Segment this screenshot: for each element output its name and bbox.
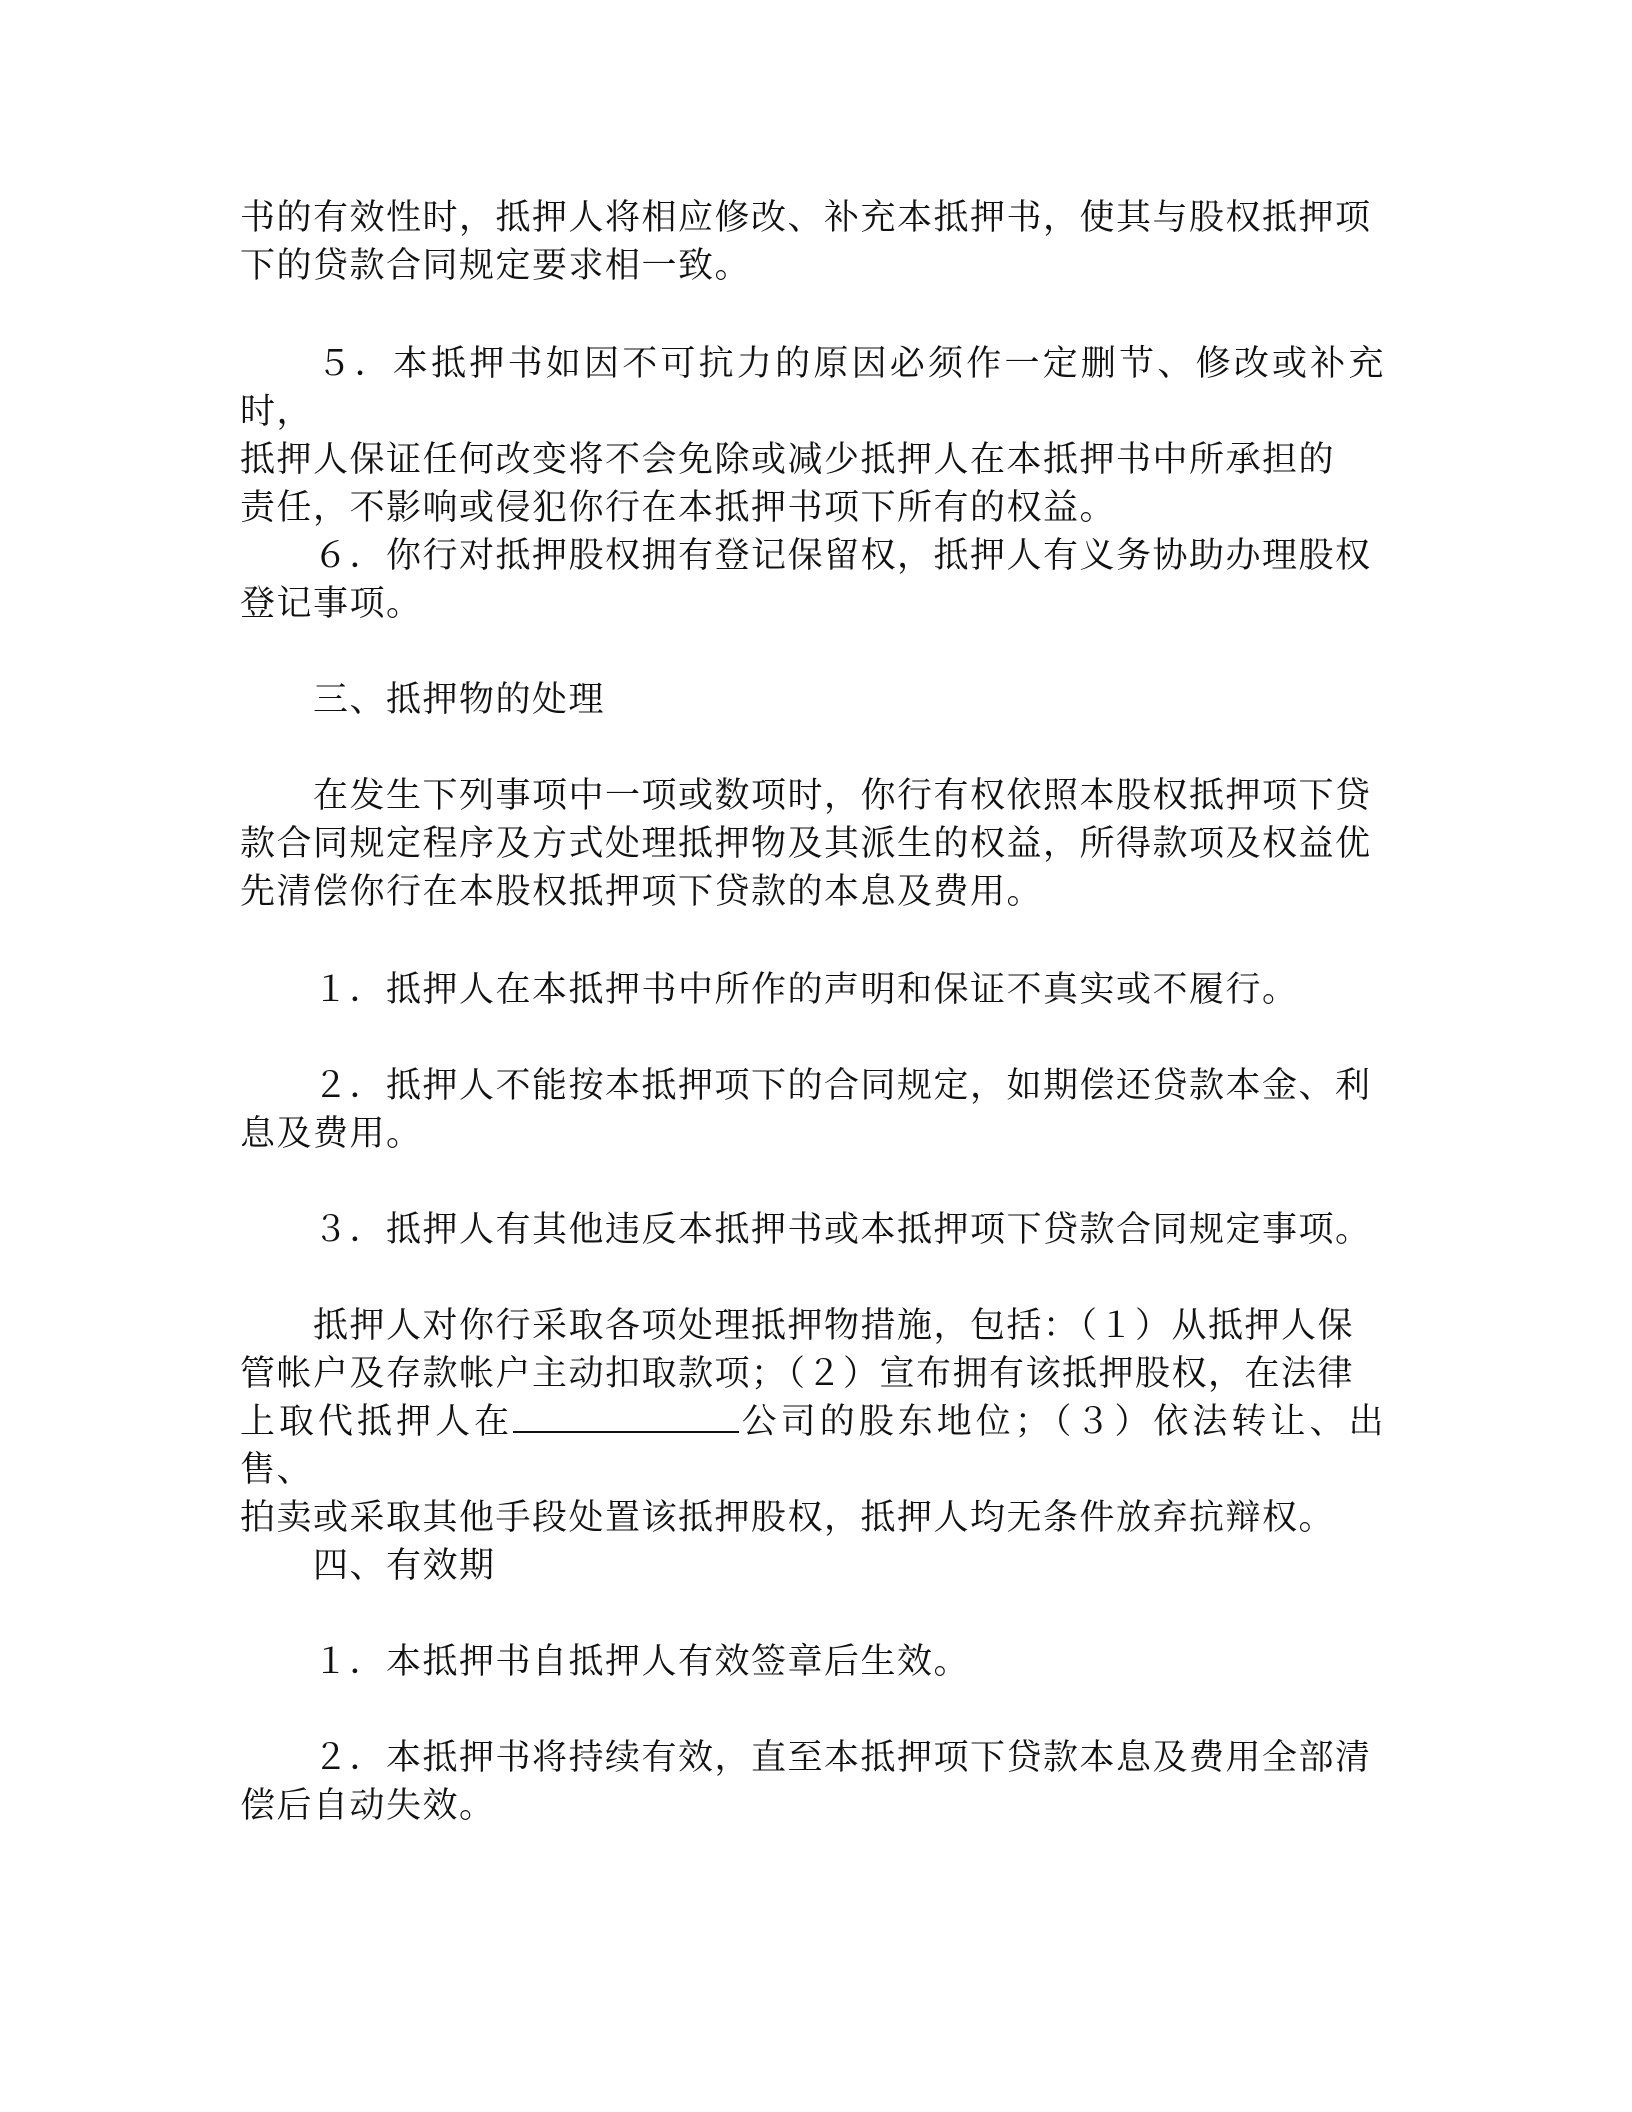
disposal-measures-text-b: 公司的股东地位；（３）依法转让、出售、 拍卖或采取其他手段处置该抵押股权，抵押人均无条件放弃抗辩权。 (240, 1402, 1385, 1538)
section-heading-4: 四、有效期 (240, 1546, 496, 1586)
paragraph-validity-continuation: 书的有效性时，抵押人将相应修改、补充本抵押书，使其与股权抵押项 下的贷款合同规定要求相一致。 (240, 198, 1372, 286)
company-name-blank (513, 1401, 739, 1433)
paragraph-event-1: １．抵押人在本抵押书中所作的声明和保证不真实或不履行。 (240, 970, 1299, 1010)
disposal-measures-text-a: 抵押人对你行采取各项处理抵押物措施，包括：（１）从抵押人保 管帐户及存款帐户主动扣取款项；（２）宣布拥有该抵押股权，在法律 上取代抵押人在 (240, 1306, 1355, 1442)
paragraph-event-3: ３．抵押人有其他违反本抵押书或本抵押项下贷款合同规定事项。 (240, 1210, 1372, 1250)
paragraph-validity-1: １．本抵押书自抵押人有效签章后生效。 (240, 1642, 971, 1682)
section-heading-3: 三、抵押物的处理 (240, 680, 606, 720)
paragraph-validity-2: ２．本抵押书将持续有效，直至本抵押项下贷款本息及费用全部清 偿后自动失效。 (240, 1738, 1372, 1826)
paragraph-disposal-measures (240, 1302, 1385, 1542)
paragraph-disposal-intro: 在发生下列事项中一项或数项时，你行有权依照本股权抵押项下贷 款合同规定程序及方式处理抵押物及其派生的权益，所得款项及权益优 先清偿你行在本股权抵押项下贷款的本息及费用。 (240, 776, 1372, 912)
paragraph-item-6: ６．你行对抵押股权拥有登记保留权，抵押人有义务协助办理股权 登记事项。 (240, 536, 1372, 624)
paragraph-item-5: ５．本抵押书如因不可抗力的原因必须作一定删节、修改或补充时， 抵押人保证任何改变将不会免除或减少抵押人在本抵押书中所承担的 责任，不影响或侵犯你行在本抵押书项下所有的权益。 (240, 344, 1385, 528)
paragraph-event-2: ２．抵押人不能按本抵押项下的合同规定，如期偿还贷款本金、利 息及费用。 (240, 1066, 1372, 1154)
